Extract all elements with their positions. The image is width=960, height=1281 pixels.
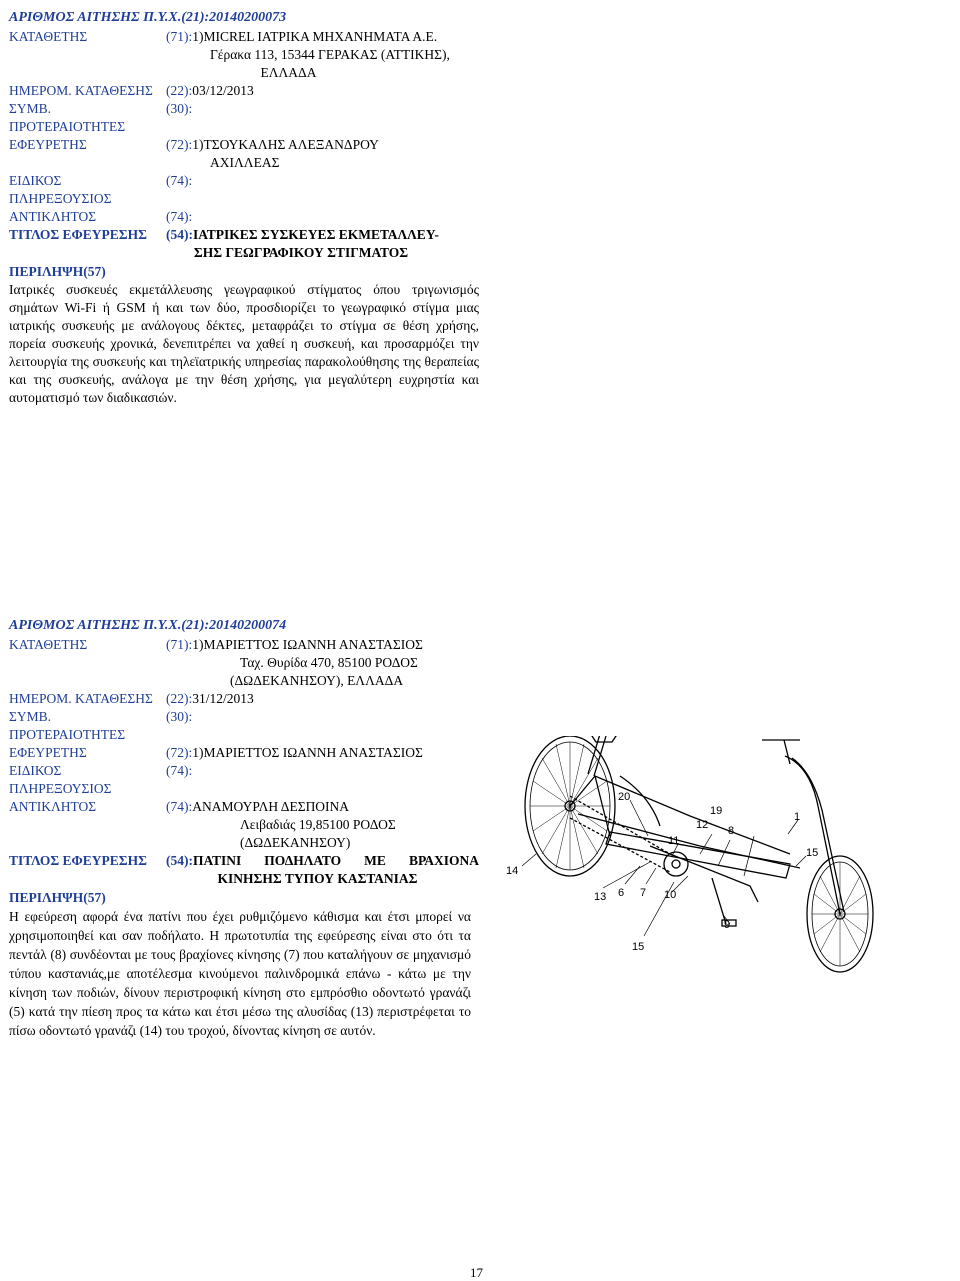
filing-date-label: ΗΜΕΡΟΜ. ΚΑΤΑΘΕΣΗΣ	[9, 691, 153, 706]
part-label-9: 9	[724, 919, 731, 931]
invention-title: ΙΑΤΡΙΚΕΣ ΣΥΣΚΕΥΕΣ ΕΚΜΕΤΑΛΛΕΥ-	[193, 227, 439, 242]
invention-title: ΠΑΤΙΝΙ ΠΟΔΗΛΑΤΟ ΜΕ ΒΡΑΧΙΟΝΑ	[193, 853, 479, 868]
title-label: ΤΙΤΛΟΣ ΕΦΕΥΡΕΣΗΣ	[9, 853, 147, 868]
inventor-label: ΕΦΕΥΡΕΤΗΣ	[9, 137, 87, 152]
title-code: (54):	[166, 227, 193, 242]
part-label-20: 20	[618, 791, 631, 803]
patent-entry-2	[9, 616, 479, 1040]
inventor-name: 1)ΤΣΟΥΚΑΛΗΣ ΑΛΕΞΑΝΔΡΟΥ	[192, 137, 379, 152]
abstract-text: Ιατρικές συσκευές εκμετάλλευσης γεωγραφικού στίγματος όπου τριγωνισμός σημάτων Wi-Fi ή GSM ή και των δύο, προσδιορίζει το γεωγραφικό στίγμα μιας ιατρικής συσκευής με ανάλογους δέκτες, μεταφράζει το στίγμα σε θέση χρήσης, πορεία συσκευής χρονικά, δενεπιτρέπει να χαθεί η συσκευή, και προσαρμόζει την λειτουργία της συσκευής και τηλεϊατρικής υπηρεσίας παρακολούθησης της θεραπείας και της συσκευής, ανάλογα με την θέση χρήσης, για μεγαλύτερη ευχρηστία και αυτοματισμό των διαδικασιών.	[9, 282, 479, 405]
fork	[785, 756, 840, 914]
part-label-11: 11	[668, 835, 680, 847]
part-label-1: 1	[794, 811, 801, 823]
part-label-12: 12	[696, 819, 709, 831]
applicant-code: (71):	[166, 637, 193, 652]
representative-row	[9, 798, 479, 816]
title-row	[9, 226, 479, 244]
priority-code: (30):	[166, 101, 193, 116]
applicant-country: (ΔΩΔΕΚΑΝΗΣΟΥ), ΕΛΛΑΔΑ	[230, 673, 404, 688]
part-label-15-lower: 15	[632, 941, 645, 953]
representative-region: (ΔΩΔΕΚΑΝΗΣΟΥ)	[240, 835, 351, 850]
priority-row	[9, 708, 479, 744]
representative-address: Λειβαδιάς 19,85100 ΡΟΔΟΣ	[240, 817, 396, 832]
inventor-label: ΕΦΕΥΡΕΤΗΣ	[9, 745, 87, 760]
inventor-code: (72):	[166, 137, 193, 152]
applicant-label: ΚΑΤΑΘΕΤΗΣ	[9, 29, 88, 44]
agent-row	[9, 172, 479, 208]
inventor-row	[9, 744, 479, 762]
filing-date-row	[9, 690, 479, 708]
invention-title-cont: ΣΗΣ ΓΕΩΓΡΑΦΙΚΟΥ ΣΤΙΓΜΑΤΟΣ	[193, 245, 409, 260]
applicant-country: ΕΛΛΑΔΑ	[260, 65, 317, 80]
applicant-code: (71):	[166, 29, 193, 44]
application-number-heading: ΑΡΙΘΜΟΣ ΑΙΤΗΣΗΣ Π.Υ.Χ.(21):20140200073	[9, 10, 287, 25]
part-label-15-upper: 15	[806, 847, 819, 859]
representative-code: (74):	[166, 209, 193, 224]
applicant-row	[9, 28, 479, 46]
inventor-name-cont: ΑΧΙΛΛΕΑΣ	[210, 155, 280, 170]
page-number: 17	[470, 1265, 483, 1280]
applicant-name: 1)MICREL ΙΑΤΡΙΚΑ ΜΗΧΑΝΗΜΑΤΑ Α.Ε.	[192, 29, 438, 44]
applicant-row	[9, 636, 479, 654]
invention-title-cont: ΚΙΝΗΣΗΣ ΤΥΠΟΥ ΚΑΣΤΑΝΙΑΣ	[217, 871, 418, 886]
filing-date-code: (22):	[166, 83, 193, 98]
abstract-heading: ΠΕΡΙΛΗΨΗ(57)	[9, 264, 106, 279]
representative-code: (74):	[166, 799, 193, 814]
agent-label: ΕΙΔΙΚΟΣ ΠΛΗΡΕΞΟΥΣΙΟΣ	[9, 763, 112, 796]
scooter-bicycle-drawing	[500, 736, 920, 976]
agent-code: (74):	[166, 763, 193, 778]
part-label-7: 7	[640, 887, 647, 899]
inventor-name: 1)ΜΑΡΙΕΤΤΟΣ ΙΩΑΝΝΗ ΑΝΑΣΤΑΣΙΟΣ	[192, 745, 423, 760]
priority-label: ΣΥΜΒ. ΠΡΟΤΕΡΑΙΟΤΗΤΕΣ	[9, 709, 126, 742]
title-label: ΤΙΤΛΟΣ ΕΦΕΥΡΕΣΗΣ	[9, 227, 147, 242]
part-label-19: 19	[710, 805, 723, 817]
representative-row	[9, 208, 479, 226]
applicant-label: ΚΑΤΑΘΕΤΗΣ	[9, 637, 88, 652]
part-label-13: 13	[594, 891, 607, 903]
filing-date-label: ΗΜΕΡΟΜ. ΚΑΤΑΘΕΣΗΣ	[9, 83, 153, 98]
agent-row	[9, 762, 479, 798]
patent-entry-1	[9, 8, 479, 407]
filing-date-value: 31/12/2013	[192, 691, 254, 706]
priority-label: ΣΥΜΒ. ΠΡΟΤΕΡΑΙΟΤΗΤΕΣ	[9, 101, 126, 134]
representative-name: ΑΝΑΜΟΥΡΛΗ ΔΕΣΠΟΙΝΑ	[192, 799, 350, 814]
inventor-row	[9, 136, 479, 154]
abstract-heading: ΠΕΡΙΛΗΨΗ(57)	[9, 890, 106, 905]
filing-date-value: 03/12/2013	[192, 83, 254, 98]
agent-code: (74):	[166, 173, 193, 188]
title-code: (54):	[166, 853, 193, 868]
representative-label: ΑΝΤΙΚΛΗΤΟΣ	[9, 799, 97, 814]
priority-code: (30):	[166, 709, 193, 724]
bicycle-line-art	[500, 736, 920, 976]
abstract-text: Η εφεύρεση αφορά ένα πατίνι που έχει ρυθμιζόμενο κάθισμα και έτσι μπορεί να χρησιμοποιηθεί και σαν ποδήλατο. Η πρωτοτυπία της εφεύρεσης είναι στο ότι τα πεντάλ (8) συνδέονται με τους βραχίονες κίνησης (7) που καταλήγουν σε μηχανισμό τύπου καστανιάς,με αποτέλεσμα κινούμενοι παλινδρομικά επάνω - κάτω με την κίνηση των ποδιών, δίνουν περιστροφική κίνηση στο εμπρόσθιο οδοντωτό γρανάζι (5) κατά την πίεση προς τα κάτω και έτσι μέσω της αλυσίδας (13) περιστρέφεται το πίσω οδοντωτό γρανάζι (14) του τροχού, δίνοντας κίνηση σε αυτόν.	[9, 909, 471, 1038]
agent-label: ΕΙΔΙΚΟΣ ΠΛΗΡΕΞΟΥΣΙΟΣ	[9, 173, 112, 206]
application-number-heading: ΑΡΙΘΜΟΣ ΑΙΤΗΣΗΣ Π.Υ.Χ.(21):20140200074	[9, 618, 287, 633]
part-label-14: 14	[506, 865, 519, 877]
filing-date-code: (22):	[166, 691, 193, 706]
inventor-code: (72):	[166, 745, 193, 760]
priority-row	[9, 100, 479, 136]
applicant-address: Γέρακα 113, 15344 ΓΕΡΑΚΑΣ (ΑΤΤΙΚΗΣ),	[210, 47, 450, 62]
applicant-address: Ταχ. Θυρίδα 470, 85100 ΡΟΔΟΣ	[240, 655, 418, 670]
title-row	[9, 852, 479, 870]
filing-date-row	[9, 82, 479, 100]
part-label-10: 10	[664, 889, 677, 901]
part-label-8: 8	[728, 825, 735, 837]
part-label-6: 6	[618, 887, 625, 899]
chainring	[664, 852, 688, 876]
representative-label: ΑΝΤΙΚΛΗΤΟΣ	[9, 209, 97, 224]
applicant-name: 1)ΜΑΡΙΕΤΤΟΣ ΙΩΑΝΝΗ ΑΝΑΣΤΑΣΙΟΣ	[192, 637, 423, 652]
